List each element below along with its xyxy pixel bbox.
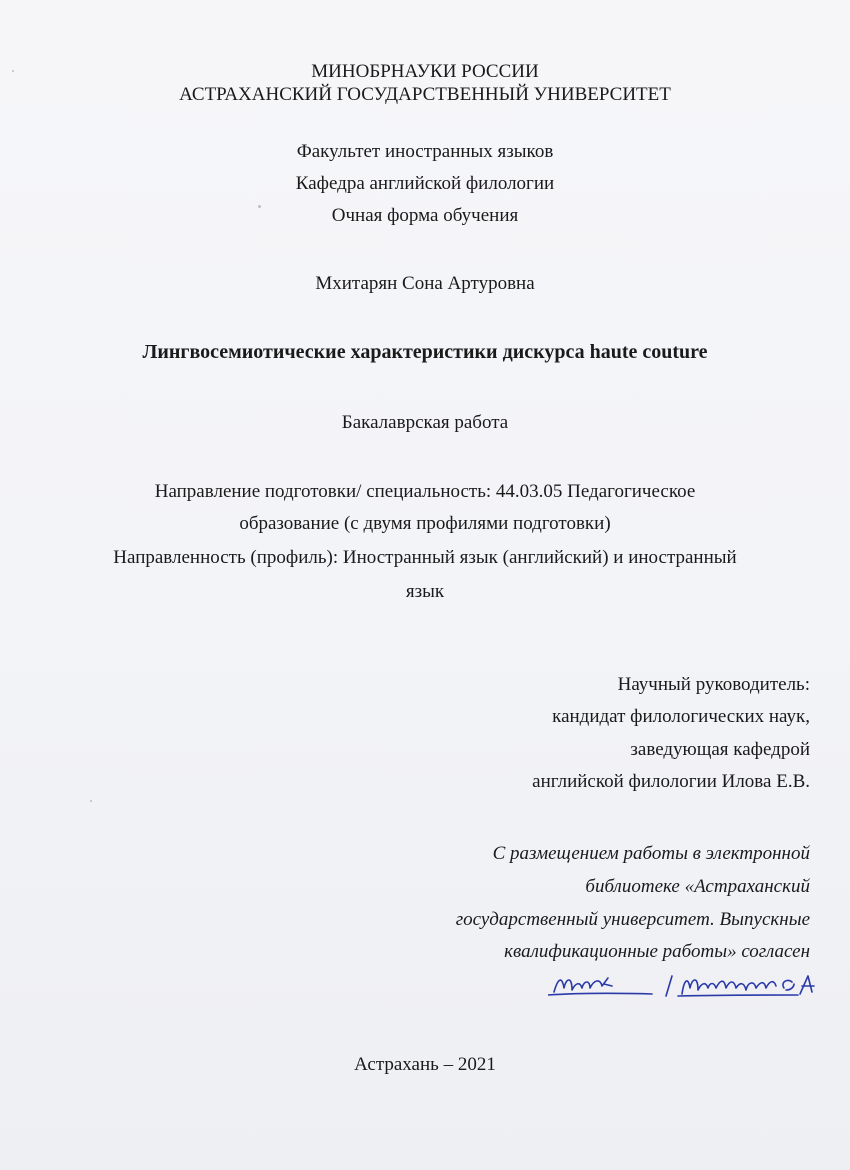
supervisor-line-2: кандидат филологических наук, — [552, 706, 810, 727]
department-name: Кафедра английской филологии — [295, 173, 555, 194]
scan-speck — [12, 70, 14, 72]
supervisor-line-1: Научный руководитель: — [617, 674, 810, 695]
scan-speck — [90, 800, 92, 802]
specialty-line-3: Направленность (профиль): Иностранный язык (английский) и иностранный — [113, 547, 737, 568]
specialty-line-1: Направление подготовки/ специальность: 44.03.05 Педагогическое — [154, 481, 696, 502]
consent-line-4: квалификационные работы» согласен — [504, 941, 810, 962]
consent-line-2: библиотеке «Астраханский — [585, 876, 810, 897]
supervisor-line-4: английской филологии Илова Е.В. — [532, 771, 810, 792]
scan-speck — [258, 205, 261, 208]
specialty-line-2: образование (с двумя профилями подготовки) — [239, 513, 611, 534]
city-year: Астрахань – 2021 — [354, 1054, 496, 1075]
handwritten-signature — [548, 968, 848, 1008]
faculty-name: Факультет иностранных языков — [296, 141, 554, 162]
study-form: Очная форма обучения — [331, 205, 519, 226]
work-type: Бакалаврская работа — [341, 412, 509, 433]
author-name: Мхитарян Сона Артуровна — [315, 273, 535, 294]
thesis-title: Лингвосемиотические характеристики дискурса haute couture — [142, 341, 708, 363]
ministry-heading: МИНОБРНАУКИ РОССИИ — [311, 61, 539, 82]
specialty-line-4: язык — [405, 581, 445, 602]
university-heading: АСТРАХАНСКИЙ ГОСУДАРСТВЕННЫЙ УНИВЕРСИТЕТ — [179, 84, 671, 105]
consent-line-3: государственный университет. Выпускные — [455, 909, 810, 930]
supervisor-line-3: заведующая кафедрой — [630, 739, 810, 760]
consent-line-1: С размещением работы в электронной — [492, 843, 810, 864]
